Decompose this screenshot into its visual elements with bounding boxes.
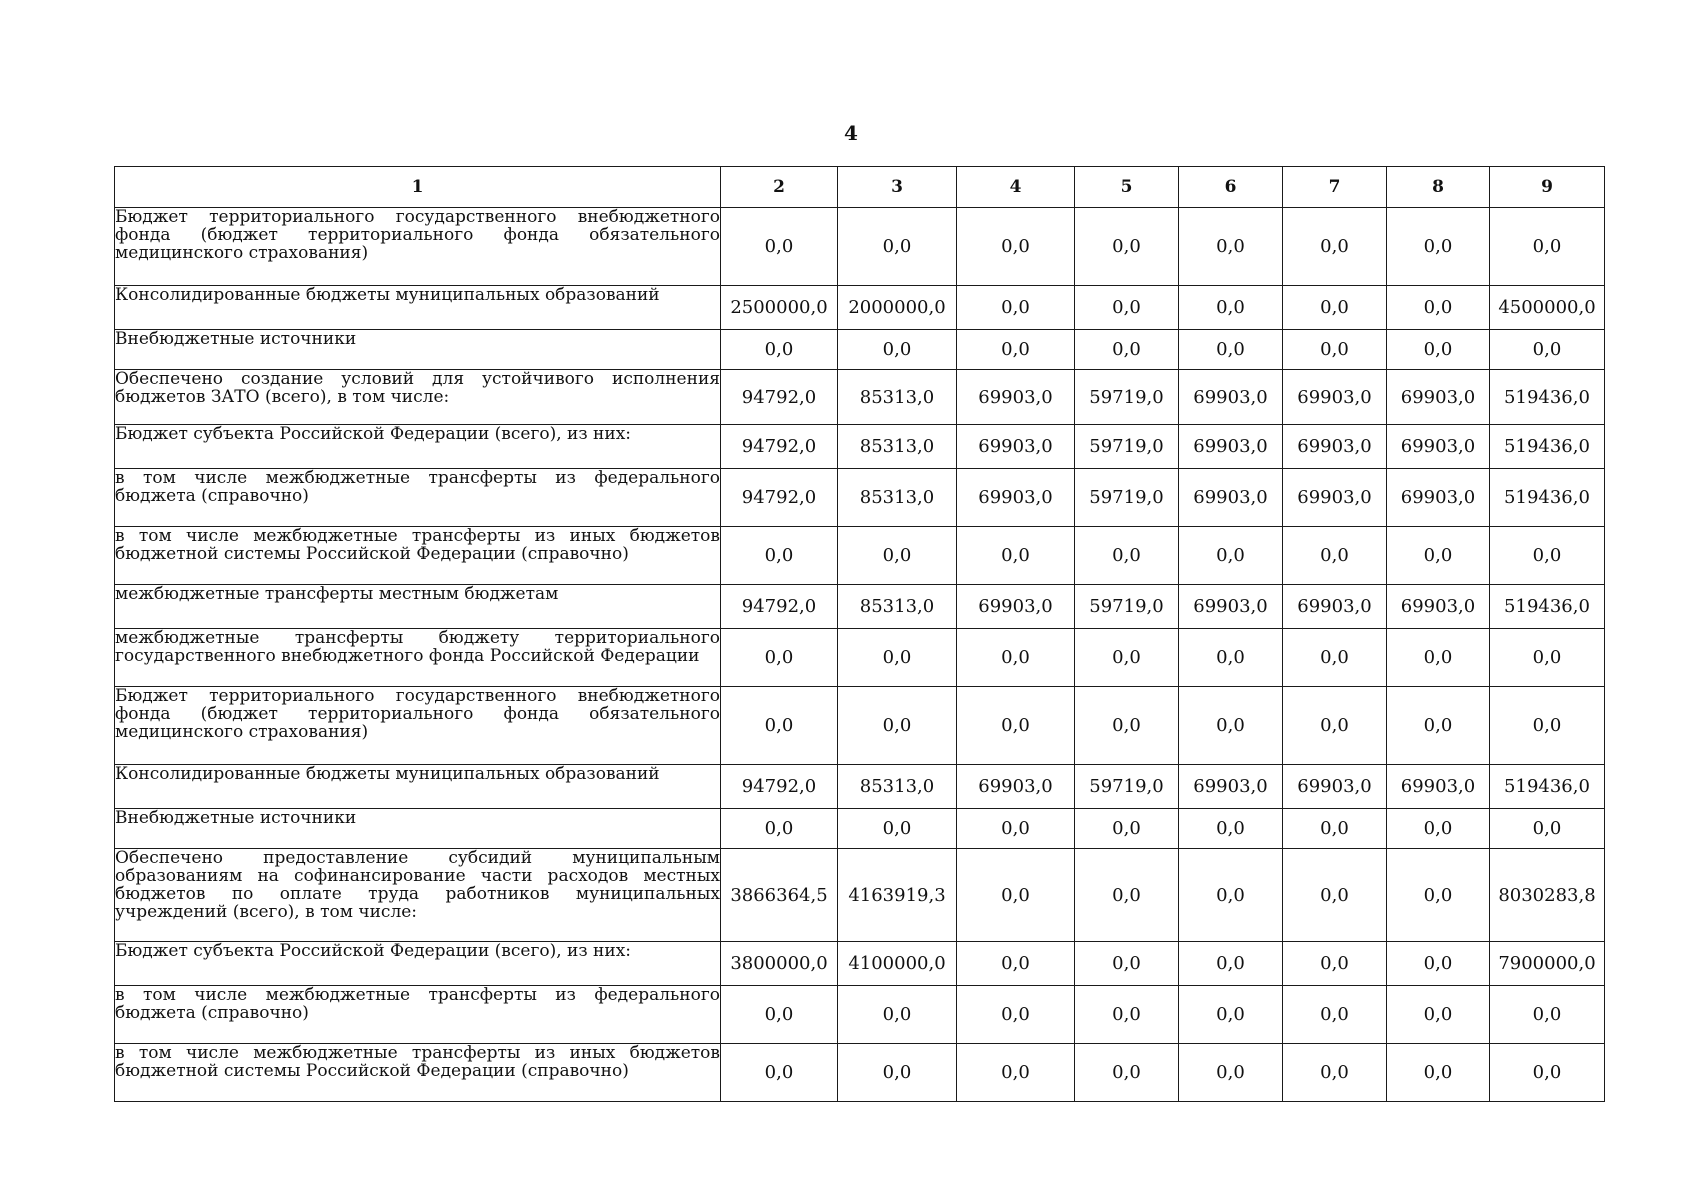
value-cell: 69903,0 bbox=[1179, 370, 1283, 425]
row-label: в том числе межбюджетные трансферты из иных бюджетов бюджетной системы Российской Федерации (справочно) bbox=[115, 527, 721, 585]
value-cell: 94792,0 bbox=[721, 585, 838, 629]
column-header: 1 bbox=[115, 167, 721, 208]
row-label: Бюджет территориального государственного внебюджетного фонда (бюджет территориального фонда обязательного медицинского страхования) bbox=[115, 687, 721, 765]
value-cell: 0,0 bbox=[838, 809, 957, 849]
value-cell: 0,0 bbox=[1283, 527, 1387, 585]
row-label: в том числе межбюджетные трансферты из федерального бюджета (справочно) bbox=[115, 986, 721, 1044]
value-cell: 519436,0 bbox=[1490, 585, 1605, 629]
value-cell: 85313,0 bbox=[838, 425, 957, 469]
value-cell: 0,0 bbox=[1490, 687, 1605, 765]
value-cell: 59719,0 bbox=[1075, 585, 1179, 629]
value-cell: 0,0 bbox=[1283, 629, 1387, 687]
value-cell: 69903,0 bbox=[1283, 370, 1387, 425]
value-cell: 0,0 bbox=[1490, 986, 1605, 1044]
value-cell: 0,0 bbox=[838, 687, 957, 765]
value-cell: 0,0 bbox=[1283, 986, 1387, 1044]
value-cell: 0,0 bbox=[1075, 629, 1179, 687]
value-cell: 519436,0 bbox=[1490, 425, 1605, 469]
row-label: Внебюджетные источники bbox=[115, 809, 721, 849]
table-row bbox=[115, 527, 1605, 585]
value-cell: 69903,0 bbox=[1283, 585, 1387, 629]
value-cell: 4163919,3 bbox=[838, 849, 957, 942]
column-header: 6 bbox=[1179, 167, 1283, 208]
row-label: Обеспечено предоставление субсидий муниципальным образованиям на софинансирование части расходов местных бюджетов по оплате труда работников муниципальных учреждений (всего), в том числе: bbox=[115, 849, 721, 942]
row-label: Бюджет субъекта Российской Федерации (всего), из них: bbox=[115, 425, 721, 469]
column-header: 2 bbox=[721, 167, 838, 208]
row-label: в том числе межбюджетные трансферты из федерального бюджета (справочно) bbox=[115, 469, 721, 527]
table-row bbox=[115, 942, 1605, 986]
value-cell: 0,0 bbox=[1179, 986, 1283, 1044]
value-cell: 0,0 bbox=[1179, 286, 1283, 330]
value-cell: 0,0 bbox=[957, 286, 1075, 330]
value-cell: 0,0 bbox=[957, 527, 1075, 585]
value-cell: 3866364,5 bbox=[721, 849, 838, 942]
value-cell: 69903,0 bbox=[1387, 425, 1490, 469]
value-cell: 0,0 bbox=[721, 208, 838, 286]
value-cell: 0,0 bbox=[721, 629, 838, 687]
value-cell: 0,0 bbox=[1490, 330, 1605, 370]
value-cell: 0,0 bbox=[838, 986, 957, 1044]
value-cell: 85313,0 bbox=[838, 469, 957, 527]
value-cell: 94792,0 bbox=[721, 425, 838, 469]
budget-table bbox=[114, 166, 1605, 1102]
value-cell: 85313,0 bbox=[838, 765, 957, 809]
value-cell: 0,0 bbox=[1179, 1044, 1283, 1102]
value-cell: 519436,0 bbox=[1490, 370, 1605, 425]
row-label: Бюджет территориального государственного внебюджетного фонда (бюджет территориального фонда обязательного медицинского страхования) bbox=[115, 208, 721, 286]
table-row bbox=[115, 809, 1605, 849]
value-cell: 0,0 bbox=[1179, 208, 1283, 286]
value-cell: 94792,0 bbox=[721, 765, 838, 809]
value-cell: 0,0 bbox=[721, 687, 838, 765]
value-cell: 0,0 bbox=[1387, 849, 1490, 942]
value-cell: 0,0 bbox=[1283, 809, 1387, 849]
value-cell: 0,0 bbox=[838, 527, 957, 585]
value-cell: 0,0 bbox=[721, 809, 838, 849]
value-cell: 0,0 bbox=[1179, 330, 1283, 370]
value-cell: 0,0 bbox=[1075, 330, 1179, 370]
value-cell: 0,0 bbox=[1075, 208, 1179, 286]
table-row bbox=[115, 687, 1605, 765]
value-cell: 0,0 bbox=[1075, 809, 1179, 849]
value-cell: 59719,0 bbox=[1075, 469, 1179, 527]
value-cell: 69903,0 bbox=[1179, 585, 1283, 629]
value-cell: 0,0 bbox=[1075, 986, 1179, 1044]
value-cell: 0,0 bbox=[1283, 687, 1387, 765]
value-cell: 3800000,0 bbox=[721, 942, 838, 986]
value-cell: 59719,0 bbox=[1075, 425, 1179, 469]
value-cell: 85313,0 bbox=[838, 370, 957, 425]
value-cell: 0,0 bbox=[957, 986, 1075, 1044]
value-cell: 0,0 bbox=[957, 687, 1075, 765]
value-cell: 0,0 bbox=[1387, 687, 1490, 765]
value-cell: 0,0 bbox=[957, 809, 1075, 849]
table-row bbox=[115, 986, 1605, 1044]
row-label: Консолидированные бюджеты муниципальных образований bbox=[115, 765, 721, 809]
table-row bbox=[115, 425, 1605, 469]
value-cell: 0,0 bbox=[1387, 629, 1490, 687]
value-cell: 59719,0 bbox=[1075, 765, 1179, 809]
value-cell: 0,0 bbox=[1387, 330, 1490, 370]
value-cell: 69903,0 bbox=[1387, 765, 1490, 809]
table-row bbox=[115, 330, 1605, 370]
row-label: межбюджетные трансферты бюджету территориального государственного внебюджетного фонда Российской Федерации bbox=[115, 629, 721, 687]
table-row bbox=[115, 629, 1605, 687]
value-cell: 94792,0 bbox=[721, 469, 838, 527]
value-cell: 519436,0 bbox=[1490, 765, 1605, 809]
table-row bbox=[115, 370, 1605, 425]
value-cell: 0,0 bbox=[1490, 1044, 1605, 1102]
value-cell: 0,0 bbox=[957, 208, 1075, 286]
value-cell: 0,0 bbox=[957, 330, 1075, 370]
row-label: Обеспечено создание условий для устойчивого исполнения бюджетов ЗАТО (всего), в том числе: bbox=[115, 370, 721, 425]
value-cell: 69903,0 bbox=[1283, 425, 1387, 469]
value-cell: 0,0 bbox=[957, 942, 1075, 986]
row-label: в том числе межбюджетные трансферты из иных бюджетов бюджетной системы Российской Федерации (справочно) bbox=[115, 1044, 721, 1102]
value-cell: 0,0 bbox=[1387, 942, 1490, 986]
value-cell: 59719,0 bbox=[1075, 370, 1179, 425]
value-cell: 0,0 bbox=[1490, 809, 1605, 849]
value-cell: 4500000,0 bbox=[1490, 286, 1605, 330]
value-cell: 0,0 bbox=[838, 330, 957, 370]
value-cell: 0,0 bbox=[1075, 1044, 1179, 1102]
value-cell: 0,0 bbox=[1075, 849, 1179, 942]
value-cell: 0,0 bbox=[957, 849, 1075, 942]
value-cell: 69903,0 bbox=[957, 425, 1075, 469]
value-cell: 0,0 bbox=[721, 527, 838, 585]
value-cell: 69903,0 bbox=[957, 469, 1075, 527]
row-label: Бюджет субъекта Российской Федерации (всего), из них: bbox=[115, 942, 721, 986]
table-row bbox=[115, 1044, 1605, 1102]
value-cell: 69903,0 bbox=[1179, 765, 1283, 809]
value-cell: 0,0 bbox=[1283, 286, 1387, 330]
column-header: 5 bbox=[1075, 167, 1179, 208]
value-cell: 0,0 bbox=[1283, 849, 1387, 942]
table-row bbox=[115, 469, 1605, 527]
value-cell: 0,0 bbox=[838, 1044, 957, 1102]
value-cell: 0,0 bbox=[1075, 687, 1179, 765]
value-cell: 0,0 bbox=[1283, 330, 1387, 370]
value-cell: 0,0 bbox=[1490, 527, 1605, 585]
value-cell: 0,0 bbox=[838, 629, 957, 687]
column-header: 4 bbox=[957, 167, 1075, 208]
value-cell: 69903,0 bbox=[957, 585, 1075, 629]
value-cell: 0,0 bbox=[1179, 629, 1283, 687]
value-cell: 69903,0 bbox=[1283, 469, 1387, 527]
row-label: межбюджетные трансферты местным бюджетам bbox=[115, 585, 721, 629]
value-cell: 0,0 bbox=[1179, 687, 1283, 765]
value-cell: 0,0 bbox=[1283, 208, 1387, 286]
header-row bbox=[115, 167, 1605, 208]
value-cell: 69903,0 bbox=[957, 765, 1075, 809]
value-cell: 69903,0 bbox=[1387, 469, 1490, 527]
value-cell: 0,0 bbox=[1387, 809, 1490, 849]
value-cell: 0,0 bbox=[1179, 849, 1283, 942]
table-row bbox=[115, 286, 1605, 330]
table-row bbox=[115, 585, 1605, 629]
value-cell: 69903,0 bbox=[1179, 469, 1283, 527]
value-cell: 0,0 bbox=[957, 629, 1075, 687]
value-cell: 2500000,0 bbox=[721, 286, 838, 330]
table-row bbox=[115, 765, 1605, 809]
value-cell: 0,0 bbox=[1179, 942, 1283, 986]
value-cell: 0,0 bbox=[1075, 942, 1179, 986]
column-header: 7 bbox=[1283, 167, 1387, 208]
value-cell: 0,0 bbox=[1075, 527, 1179, 585]
value-cell: 0,0 bbox=[1490, 208, 1605, 286]
value-cell: 0,0 bbox=[1387, 1044, 1490, 1102]
value-cell: 69903,0 bbox=[1179, 425, 1283, 469]
value-cell: 0,0 bbox=[721, 986, 838, 1044]
row-label: Консолидированные бюджеты муниципальных образований bbox=[115, 286, 721, 330]
value-cell: 0,0 bbox=[957, 1044, 1075, 1102]
value-cell: 0,0 bbox=[1490, 629, 1605, 687]
value-cell: 69903,0 bbox=[1387, 585, 1490, 629]
value-cell: 69903,0 bbox=[1387, 370, 1490, 425]
row-label: Внебюджетные источники bbox=[115, 330, 721, 370]
value-cell: 0,0 bbox=[1283, 942, 1387, 986]
value-cell: 7900000,0 bbox=[1490, 942, 1605, 986]
value-cell: 85313,0 bbox=[838, 585, 957, 629]
page-number: 4 bbox=[844, 121, 858, 145]
value-cell: 0,0 bbox=[1387, 286, 1490, 330]
value-cell: 0,0 bbox=[1179, 527, 1283, 585]
table-row bbox=[115, 849, 1605, 942]
value-cell: 0,0 bbox=[721, 330, 838, 370]
value-cell: 0,0 bbox=[1075, 286, 1179, 330]
column-header: 9 bbox=[1490, 167, 1605, 208]
value-cell: 0,0 bbox=[1283, 1044, 1387, 1102]
value-cell: 519436,0 bbox=[1490, 469, 1605, 527]
value-cell: 8030283,8 bbox=[1490, 849, 1605, 942]
column-header: 8 bbox=[1387, 167, 1490, 208]
value-cell: 0,0 bbox=[1387, 208, 1490, 286]
table-row bbox=[115, 208, 1605, 286]
value-cell: 0,0 bbox=[721, 1044, 838, 1102]
value-cell: 2000000,0 bbox=[838, 286, 957, 330]
value-cell: 0,0 bbox=[1387, 527, 1490, 585]
column-header: 3 bbox=[838, 167, 957, 208]
value-cell: 69903,0 bbox=[957, 370, 1075, 425]
value-cell: 94792,0 bbox=[721, 370, 838, 425]
value-cell: 0,0 bbox=[838, 208, 957, 286]
value-cell: 69903,0 bbox=[1283, 765, 1387, 809]
value-cell: 0,0 bbox=[1179, 809, 1283, 849]
value-cell: 4100000,0 bbox=[838, 942, 957, 986]
value-cell: 0,0 bbox=[1387, 986, 1490, 1044]
